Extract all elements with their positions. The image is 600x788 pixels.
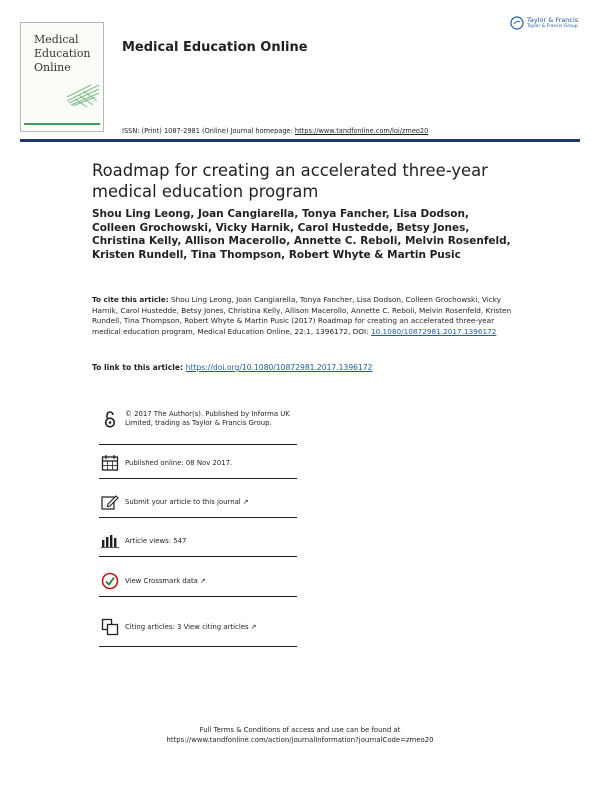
edit-icon	[99, 494, 121, 510]
views-row	[99, 526, 297, 557]
issn-line	[122, 127, 428, 135]
article-authors: Shou Ling Leong, Joan Cangiarella, Tonya Fancher, Lisa Dodson, Colleen Grochowski, Vicky Harnik, Carol Hustedde, Betsy Jones, Christina Kelly, Allison Macerollo, Annette C. Reboli, Melvin Rosenfeld, Kristen Rundell, Tina Thompson, Robert Whyte & Martin Pusic	[92, 208, 511, 261]
article-link-label: To link to this article:	[92, 363, 186, 372]
publisher-logo-tagline: Taylor & Francis Group	[527, 24, 578, 29]
cover-title-line: Medical	[34, 33, 79, 46]
article-link-row	[92, 363, 372, 372]
cover-title-line: Education	[34, 47, 91, 60]
published-date: Published online: 08 Nov 2017.	[125, 458, 233, 467]
calendar-icon	[99, 454, 121, 472]
citation-doi: 10.1080/10872981.2017.1396172	[370, 326, 497, 336]
publisher-logo-name: Taylor & Francis	[527, 16, 579, 24]
article-doi-link[interactable]: https://doi.org/10.1080/10872981.2017.1396172	[185, 363, 373, 372]
crossmark-link[interactable]	[125, 577, 206, 586]
citation-label: To cite this article:	[92, 295, 169, 304]
crossmark-icon	[99, 572, 121, 590]
crossmark-text: View Crossmark data	[125, 576, 198, 585]
citation-block	[92, 295, 512, 337]
journal-homepage-link[interactable]: https://www.tandfonline.com/loi/zmeo20	[294, 127, 429, 135]
external-link-icon: ↗	[199, 576, 206, 585]
cover-title-line: Online	[34, 61, 71, 74]
license-text: © 2017 The Author(s). Published by Informa UK Limited, trading as Taylor & Francis Group.	[125, 410, 290, 427]
citing-articles-link[interactable]	[125, 623, 256, 632]
published-row	[99, 448, 297, 479]
submit-article-text: Submit your article to this journal	[125, 497, 241, 506]
crossmark-row[interactable]	[99, 566, 297, 597]
license-row	[99, 410, 297, 445]
bar-chart-icon	[99, 534, 121, 548]
citing-row[interactable]	[99, 608, 297, 647]
submit-article-link[interactable]	[125, 498, 249, 507]
publisher-logo-icon	[510, 16, 524, 30]
submit-row[interactable]	[99, 487, 297, 518]
journal-cover	[20, 22, 104, 132]
issn-text: ISSN: (Print) 1087-2981 (Online) Journal homepage:	[122, 127, 295, 135]
external-link-icon: ↗	[250, 622, 257, 631]
open-access-icon	[99, 410, 121, 428]
external-link-icon: ↗	[242, 497, 249, 506]
footer-terms-text: Full Terms & Conditions of access and use can be found at	[199, 726, 401, 734]
citing-articles-text: Citing articles: 3 View citing articles	[125, 622, 249, 631]
header-divider	[20, 139, 580, 142]
article-views: Article views: 547	[125, 536, 187, 545]
copy-pages-icon	[99, 618, 121, 636]
footer-terms-link[interactable]: https://www.tandfonline.com/action/journalInformation?journalCode=zmeo20	[166, 736, 434, 744]
journal-name[interactable]: Medical Education Online	[122, 40, 308, 55]
footer	[0, 725, 600, 745]
cover-title	[34, 33, 104, 75]
cover-artwork	[65, 79, 101, 109]
article-title: Roadmap for creating an accelerated three-year medical education program	[92, 161, 488, 201]
citation-text: Shou Ling Leong, Joan Cangiarella, Tonya Fancher, Lisa Dodson, Colleen Grochowski, Vicky Harnik, Carol Hustedde, Betsy Jones, Christina Kelly, Allison Macerollo, Annette C. Reboli, Melvin Rosenfeld, Kristen Rundell, Tina Thompson, Robert Whyte & Martin Pusic (2017) Roadmap for creating an accelerated three-year medical education program, Medical Education Online, 22:1, 1396172, DOI:	[92, 295, 512, 336]
cover-accent-bar	[24, 123, 100, 125]
publisher-logo[interactable]	[510, 16, 578, 30]
